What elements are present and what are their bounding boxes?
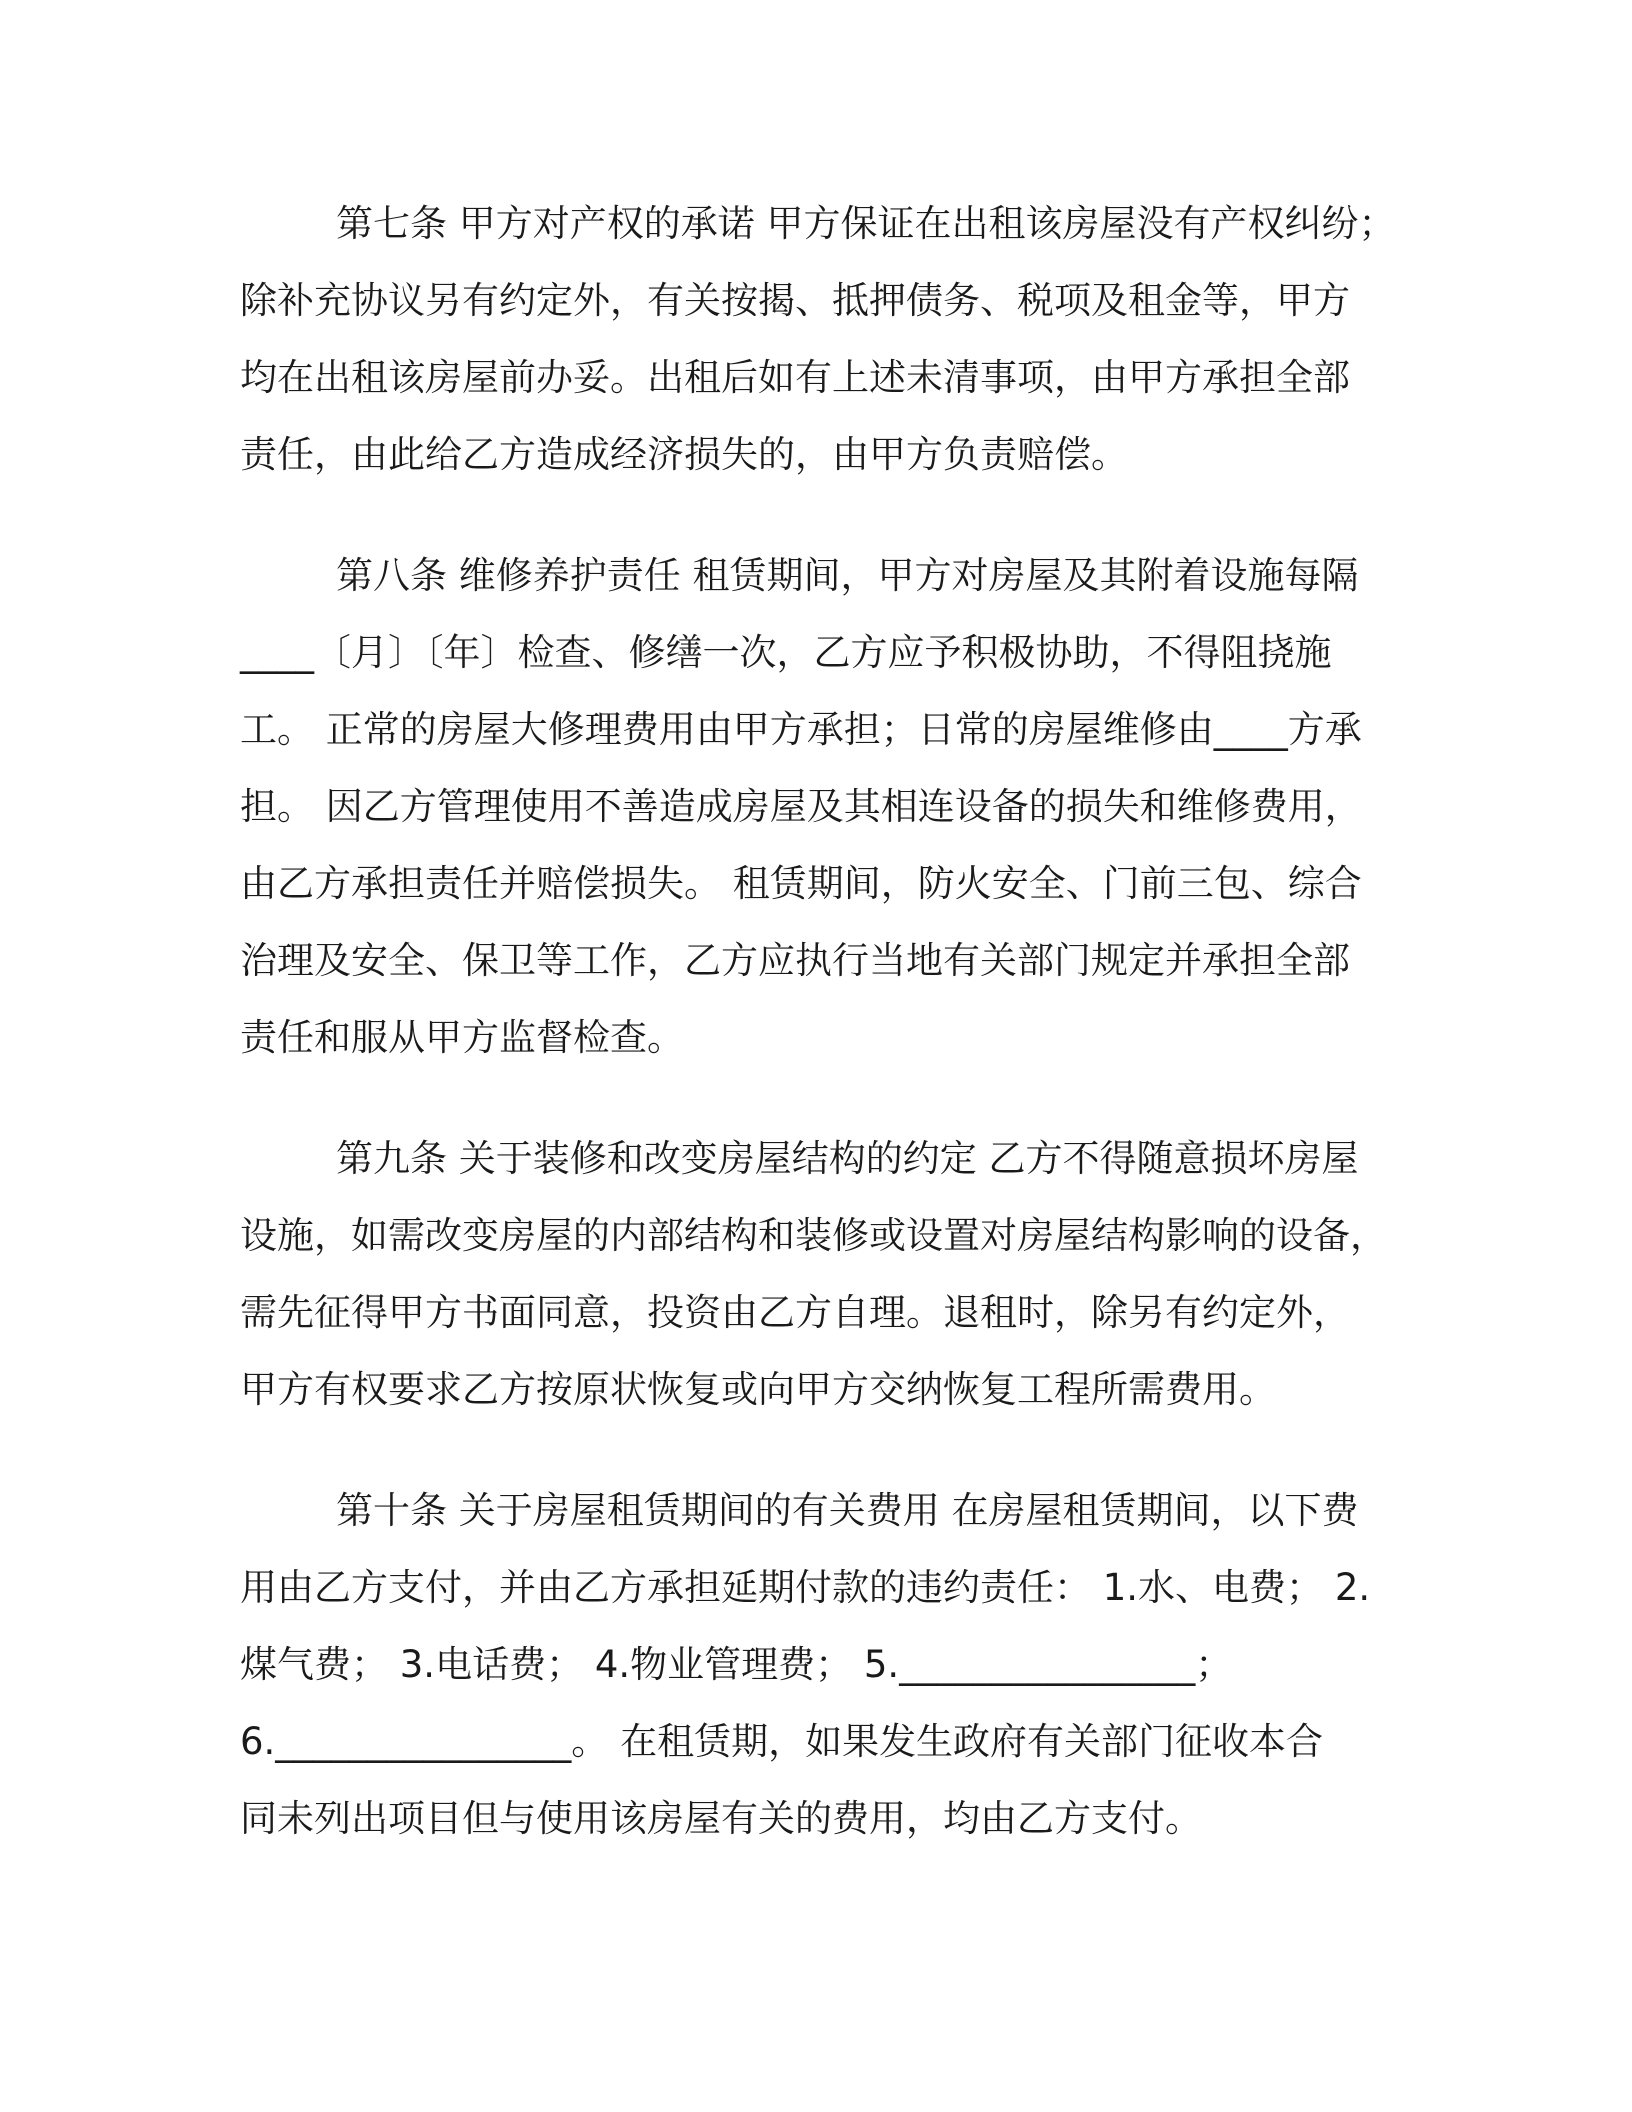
- text-line: 由乙方承担责任并赔偿损失。 租赁期间，防火安全、门前三包、综合: [240, 862, 1362, 905]
- text-line: 第七条 甲方对产权的承诺 甲方保证在出租该房屋没有产权纠纷；: [336, 202, 1396, 245]
- article-9-paragraph: [240, 1120, 1387, 1428]
- article-8-paragraph: [240, 537, 1380, 1076]
- document-body: [240, 185, 1396, 1857]
- text-line: 煤气费； 3.电话费； 4.物业管理费； 5.________________；: [240, 1643, 1233, 1686]
- text-line: 责任，由此给乙方造成经济损失的，由甲方负责赔偿。: [240, 433, 1128, 476]
- text-line: 第九条 关于装修和改变房屋结构的约定 乙方不得随意损坏房屋: [336, 1137, 1359, 1180]
- text-line: 6.________________。 在租赁期，如果发生政府有关部门征收本合: [240, 1720, 1324, 1763]
- article-10-paragraph: [240, 1472, 1380, 1857]
- text-line: 需先征得甲方书面同意，投资由乙方自理。退租时，除另有约定外，: [240, 1291, 1350, 1334]
- text-line: 同未列出项目但与使用该房屋有关的费用，均由乙方支付。: [240, 1797, 1202, 1840]
- text-line: ____〔月〕〔年〕检查、修缮一次，乙方应予积极协助，不得阻挠施: [240, 631, 1332, 674]
- text-line: 设施，如需改变房屋的内部结构和装修或设置对房屋结构影响的设备，: [240, 1214, 1387, 1257]
- text-line: 担。 因乙方管理使用不善造成房屋及其相连设备的损失和维修费用，: [240, 785, 1362, 828]
- article-7-paragraph: [240, 185, 1396, 493]
- text-line: 均在出租该房屋前办妥。出租后如有上述未清事项，由甲方承担全部: [240, 356, 1350, 399]
- text-line: 工。 正常的房屋大修理费用由甲方承担；日常的房屋维修由____方承: [240, 708, 1362, 751]
- text-line: 责任和服从甲方监督检查。: [240, 1016, 684, 1059]
- text-line: 治理及安全、保卫等工作，乙方应执行当地有关部门规定并承担全部: [240, 939, 1350, 982]
- text-line: 用由乙方支付，并由乙方承担延期付款的违约责任： 1.水、电费； 2.: [240, 1566, 1371, 1609]
- text-line: 第十条 关于房屋租赁期间的有关费用 在房屋租赁期间，以下费: [336, 1489, 1359, 1532]
- text-line: 第八条 维修养护责任 租赁期间，甲方对房屋及其附着设施每隔: [336, 554, 1359, 597]
- text-line: 除补充协议另有约定外，有关按揭、抵押债务、税项及租金等，甲方: [240, 279, 1350, 322]
- text-line: 甲方有权要求乙方按原状恢复或向甲方交纳恢复工程所需费用。: [240, 1368, 1276, 1411]
